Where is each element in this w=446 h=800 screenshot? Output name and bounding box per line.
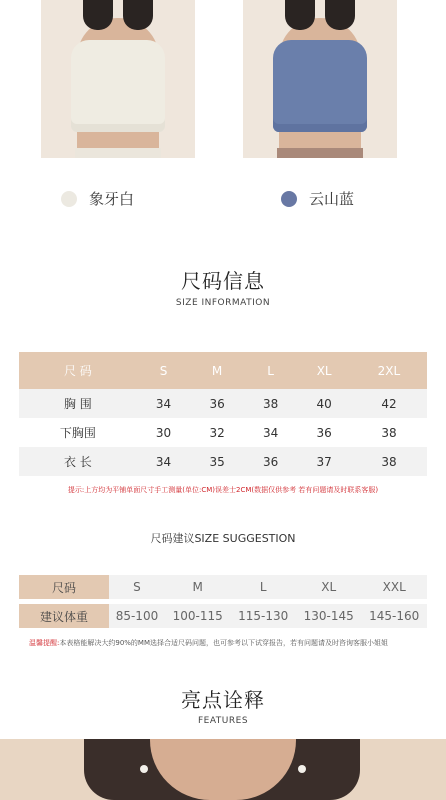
table-cell: 38 <box>351 418 427 447</box>
tip-text: 本表格能解决大约90%的MM选择合适尺码问题，也可参考以下试穿报告，若有问题请及时咨询客服小姐姐 <box>59 639 388 647</box>
table-cell: 42 <box>351 389 427 418</box>
table-cell: M <box>165 575 231 599</box>
header-cell: L <box>244 352 298 389</box>
section-title-cn: 亮点诠释 <box>181 688 265 712</box>
measurement-note: 提示:上方均为平铺单面尺寸手工测量(单位:CM)误差士2CM(数据仅供参考 若有问题请及时联系客服) <box>67 486 379 494</box>
size-table <box>19 352 427 476</box>
size-table-header <box>19 352 427 389</box>
table-row <box>19 418 427 447</box>
earring <box>140 765 148 773</box>
product-photo-ivory-white <box>41 0 195 158</box>
header-cell: 尺 码 <box>19 352 137 389</box>
row-label: 尺码 <box>19 575 109 599</box>
section-title-en: SIZE INFORMATION <box>175 298 271 308</box>
color-option-ivory[interactable] <box>61 188 134 209</box>
table-cell: 130-145 <box>296 604 362 628</box>
earring <box>298 765 306 773</box>
product-photo-cloud-blue <box>243 0 397 158</box>
size-suggestion-table <box>19 570 427 633</box>
header-cell: XL <box>297 352 351 389</box>
features-heading <box>0 684 446 726</box>
row-label: 胸 围 <box>19 389 137 418</box>
header-cell: 2XL <box>351 352 427 389</box>
section-title-en: FEATURES <box>197 716 249 726</box>
table-cell: 32 <box>190 418 244 447</box>
row-label: 衣 长 <box>19 447 137 476</box>
table-row <box>19 447 427 476</box>
table-cell: 34 <box>137 389 191 418</box>
color-option-blue[interactable] <box>281 188 354 209</box>
section-title-cn: 尺码信息 <box>181 269 265 293</box>
blue-sports-top <box>273 40 367 132</box>
table-cell: 115-130 <box>230 604 296 628</box>
table-row <box>19 604 427 628</box>
header-cell: S <box>137 352 191 389</box>
size-info-heading <box>0 265 446 308</box>
table-cell: XXL <box>361 575 427 599</box>
feature-photo <box>0 739 446 800</box>
color-swatch-blue <box>281 191 297 207</box>
table-cell: 35 <box>190 447 244 476</box>
table-row <box>19 389 427 418</box>
row-label: 下胸围 <box>19 418 137 447</box>
table-cell: 36 <box>190 389 244 418</box>
table-cell: 38 <box>351 447 427 476</box>
row-label: 建议体重 <box>19 604 109 628</box>
table-cell: 34 <box>244 418 298 447</box>
ivory-sports-top <box>71 40 165 132</box>
table-cell: 85-100 <box>109 604 165 628</box>
color-swatch-ivory <box>61 191 77 207</box>
table-cell: 34 <box>137 447 191 476</box>
warm-tip <box>29 638 429 648</box>
table-cell: S <box>109 575 165 599</box>
header-cell: M <box>190 352 244 389</box>
table-cell: 37 <box>297 447 351 476</box>
table-cell: L <box>230 575 296 599</box>
table-row <box>19 575 427 599</box>
table-cell: 100-115 <box>165 604 231 628</box>
color-name: 象牙白 <box>89 190 135 208</box>
table-cell: 40 <box>297 389 351 418</box>
table-cell: 36 <box>244 447 298 476</box>
table-cell: 38 <box>244 389 298 418</box>
table-cell: 36 <box>297 418 351 447</box>
color-name: 云山蓝 <box>309 190 355 208</box>
table-cell: 30 <box>137 418 191 447</box>
size-suggestion-title: 尺码建议SIZE SUGGESTION <box>150 532 296 545</box>
table-cell: 145-160 <box>361 604 427 628</box>
tip-prefix: 温馨提醒: <box>29 639 60 647</box>
table-cell: XL <box>296 575 362 599</box>
